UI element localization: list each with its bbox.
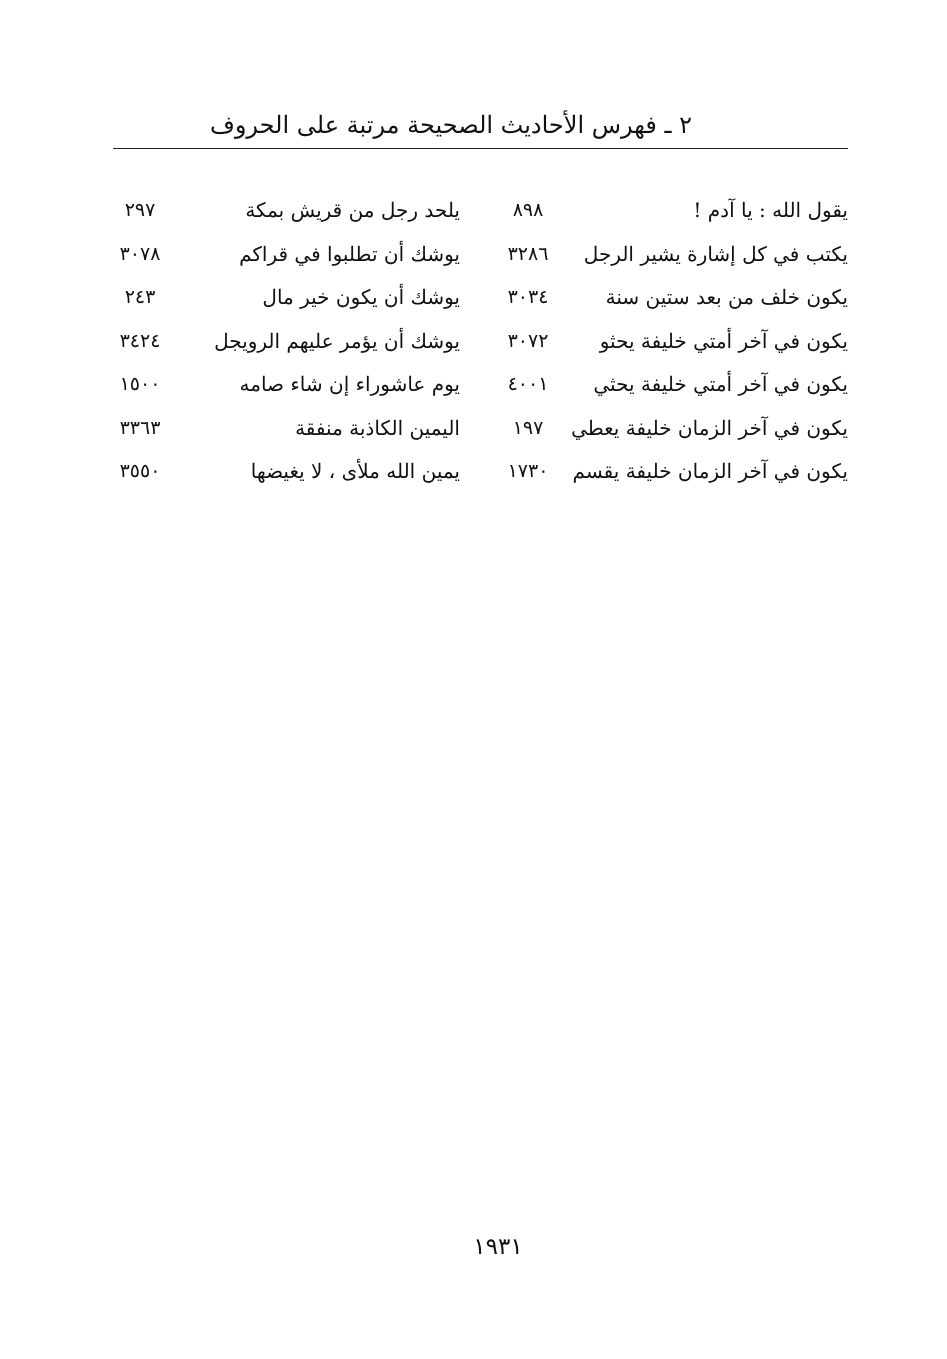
hadith-number: ٤٠٠١	[507, 373, 549, 395]
table-row	[0, 406, 947, 450]
hadith-number: ٣٢٨٦	[507, 243, 549, 265]
hadith-number: ١٩٧	[512, 417, 544, 439]
hadith-number: ٣٤٢٤	[119, 330, 161, 352]
hadith-text: اليمين الكاذبة منفقة	[295, 416, 460, 440]
hadith-number: ٣٥٥٠	[119, 460, 161, 482]
table-row	[0, 449, 947, 493]
page-header-title: ٢ ـ فهرس الأحاديث الصحيحة مرتبة على الحروف	[209, 111, 692, 139]
table-row	[0, 232, 947, 276]
hadith-text: يكون خلف من بعد ستين سنة	[605, 285, 848, 309]
hadith-text: يكون في آخر أمتي خليفة يحثي	[593, 372, 848, 396]
hadith-text: يلحد رجل من قريش بمكة	[245, 198, 460, 222]
hadith-number: ٢٩٧	[124, 199, 156, 221]
hadith-number: ١٥٠٠	[119, 373, 161, 395]
hadith-number: ٢٤٣	[124, 286, 156, 308]
table-row	[0, 362, 947, 406]
hadith-number: ٣٠٣٤	[507, 286, 549, 308]
hadith-text: يكون في آخر أمتي خليفة يحثو	[599, 329, 848, 353]
hadith-text: يوشك أن تطلبوا في قراكم	[239, 242, 460, 266]
hadith-text: يوشك أن يكون خير مال	[262, 285, 460, 309]
hadith-text: يوشك أن يؤمر عليهم الرويجل	[214, 329, 460, 353]
hadith-number: ٣٠٧٢	[507, 330, 549, 352]
hadith-number: ٣٣٦٣	[119, 417, 161, 439]
page-number: ١٩٣١	[473, 1234, 523, 1260]
hadith-text: يقول الله : يا آدم !	[693, 198, 848, 222]
table-row	[0, 319, 947, 363]
header-divider	[113, 148, 848, 149]
hadith-number: ٨٩٨	[512, 199, 544, 221]
hadith-text: يمين الله ملأى ، لا يغيضها	[250, 459, 460, 483]
hadith-number: ٣٠٧٨	[119, 243, 161, 265]
hadith-number: ١٧٣٠	[507, 460, 549, 482]
hadith-text: يكتب في كل إشارة يشير الرجل	[583, 242, 848, 266]
hadith-text: يكون في آخر الزمان خليفة يقسم	[572, 459, 848, 483]
table-row	[0, 188, 947, 232]
hadith-text: يوم عاشوراء إن شاء صامه	[239, 372, 460, 396]
table-row	[0, 275, 947, 319]
hadith-text: يكون في آخر الزمان خليفة يعطي	[571, 416, 848, 440]
